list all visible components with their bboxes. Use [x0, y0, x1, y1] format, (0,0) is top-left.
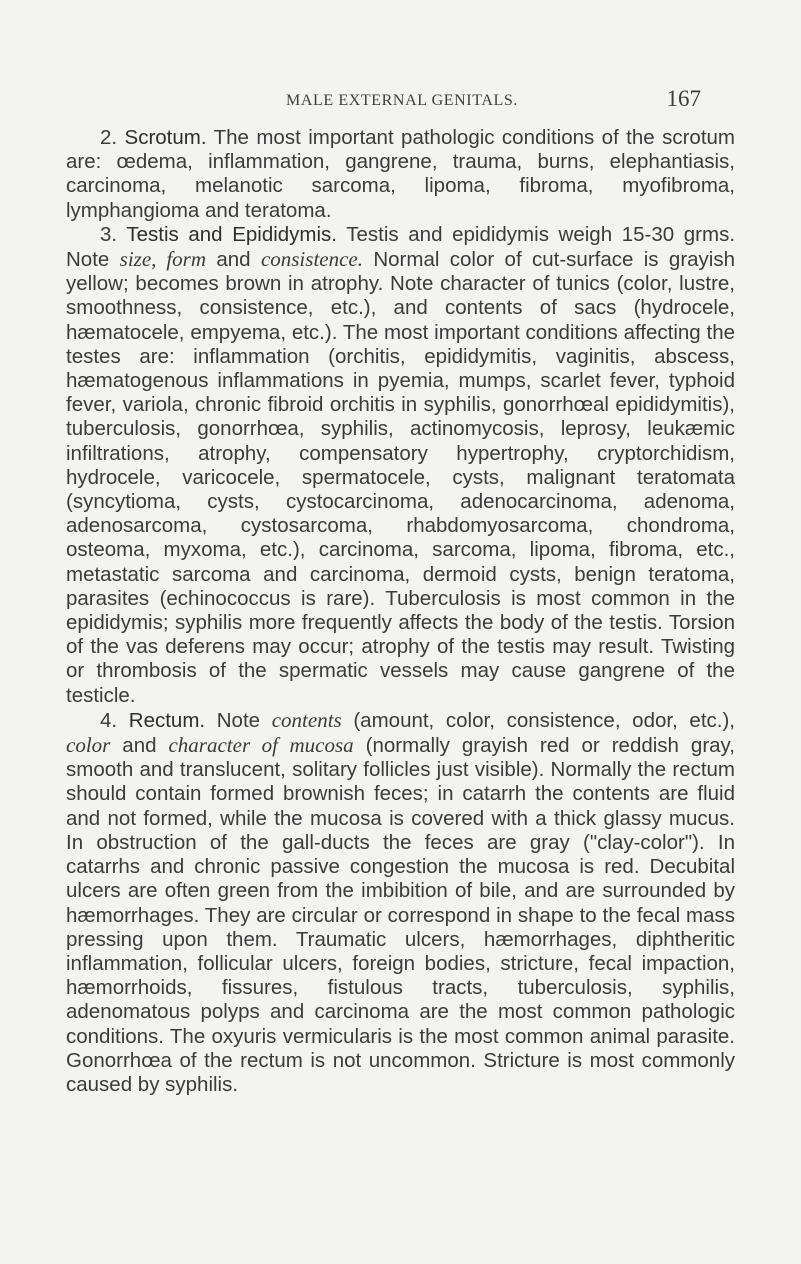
emphasis-text: character of mucosa: [168, 733, 354, 758]
section-number: 3.: [100, 222, 118, 246]
section-text: (normally grayish red or reddish gray, smooth and translucent, solitary follicles just visible). Normally the rectum should contain formed brownish feces; in catarrh the contents are fluid and not formed, while the mucosa is covered with a thick glassy mucus. In obstruction of the gall-ducts the feces are gray ("clay-color"). In catarrhs and chronic passive congestion the mucosa is red. Decubital ulcers are often green from the imbibition of bile, and are surrounded by hæmorrhages. They are circular or correspond in shape to the fecal mass pressing upon them. Traumatic ulcers, hæmorrhages, diphtheritic inflammation, follicular ulcers, foreign bodies, stricture, fecal impaction, hæmorrhoids, fissures, fistulous tracts, tuberculosis, syphilis, adenomatous polyps and carcinoma are the most common pathologic conditions. The oxyuris vermicularis is the most common animal parasite. Gonorrhœa of the rectum is not uncommon. Stricture is most commonly caused by syphilis.: [66, 734, 735, 1096]
running-header: MALE EXTERNAL GENITALS.: [286, 92, 518, 109]
section-heading: Testis and Epididymis.: [126, 222, 338, 246]
section-number: 4.: [100, 708, 118, 732]
section-scrotum: [66, 126, 735, 223]
section-text: Testis and epididymis weigh 15-30 grms. Note: [66, 222, 736, 272]
section-text: and: [206, 248, 261, 272]
emphasis-text: contents: [271, 707, 342, 732]
section-text: (amount, color, consistence, odor, etc.),: [341, 708, 735, 732]
page-number: 167: [666, 86, 701, 111]
section-rectum: [66, 708, 735, 1097]
body-text: [66, 126, 735, 1097]
emphasis-text: consistence.: [260, 247, 363, 272]
section-text: Normal color of cut-surface is grayish yellow; becomes brown in atrophy. Note character of tunics (color, lustre, smoothness, consistence, etc.), and contents of sacs (hydrocele, hæmatocele, empyema, etc.). The most important conditions affecting the testes are: inflammation (orchitis, epididymitis, vaginitis, abscess, hæmatogenous inflammations in pyemia, mumps, scarlet fever, typhoid fever, variola, chronic fibroid orchitis in syphilis, gonorrhœal epididymitis), tuberculosis, gonorrhœa, syphilis, actinomycosis, leprosy, leukæmic infiltrations, atrophy, compensatory hypertrophy, cryptorchidism, hydrocele, varicocele, spermatocele, cysts, malignant teratomata (syncytioma, cysts, cystocarcinoma, adenocarcinoma, adenoma, adenosarcoma, cystosarcoma, rhabdomyosarcoma, chondroma, osteoma, myxoma, etc.), carcinoma, sarcoma, lipoma, fibroma, etc., metastatic sarcoma and carcinoma, dermoid cysts, benign teratoma, parasites (echinococcus is rare). Tuberculosis is most common in the epididymis; syphilis more frequently affects the body of the testis. Torsion of the vas deferens may occur; atrophy of the testis may result. Twisting or thrombosis of the spermatic vessels may cause gangrene of the testicle.: [66, 248, 735, 707]
section-heading: Scrotum.: [124, 126, 207, 149]
emphasis-text: size, form: [119, 247, 207, 272]
section-number: 2.: [100, 126, 118, 149]
section-heading: Rectum.: [128, 708, 206, 732]
section-text: The most important pathologic conditions of the scrotum are: œdema, inflammation, gangrene, trauma, burns, elephantiasis, carcinoma, melanotic sarcoma, lipoma, fibroma, myofibroma, lymphangioma and teratoma.: [66, 126, 735, 222]
emphasis-text: color: [66, 733, 111, 758]
section-text: and: [110, 734, 169, 758]
section-testis-epididymis: [66, 223, 735, 708]
section-text: Note: [216, 708, 272, 732]
